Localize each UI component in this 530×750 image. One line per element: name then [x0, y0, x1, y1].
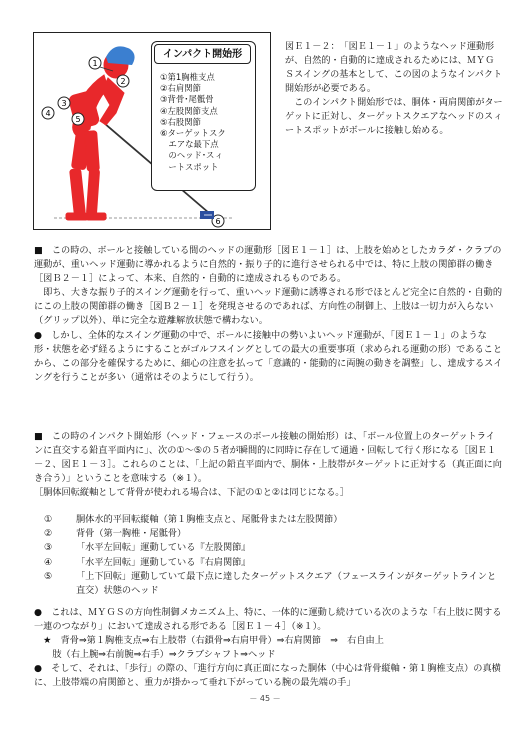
legend-item: ⑤右股関節 [160, 116, 202, 127]
marker-3 [58, 97, 70, 109]
figure-caption [285, 40, 503, 138]
svg-text:2: 2 [120, 77, 126, 86]
paragraph: ■ この時の、ボールと接触している間のヘッドの運動形［図Ｅ１－１］は、上肢を始めとしたカラダ・クラブの運動が、重いヘッド運動に導かれるように自然的・振り子的に進行させられる中では、特に上肢の関節群の働き［図Ｂ２－１］によって、本来、自然的・自動的に達成されるものである。 [34, 245, 502, 285]
section-2 [34, 430, 504, 500]
legend-item: ートスポット [160, 161, 219, 172]
legend-list [160, 72, 255, 173]
paragraph: 肢（右上腕⇒右前腕⇒右手）⇒クラブシャフト⇒ヘッド [34, 649, 276, 661]
list-item: ⑤ 「上下回転」運動していて最下点に達したターゲットスクエア（フェースラインがターゲットラインと直交）状態のヘッド [44, 570, 497, 597]
paragraph: ■ この時のインパクト開始形（ヘッド・フェースのボール接触の開始形）は、「ボール位置上のターゲットラインに直交する鉛直平面内に」、次の①～⑤の５者が瞬間的に同時に存在して通過・回転して行く形になる［図Ｅ１－２、図Ｅ１－３］。これらのことは、「上記の鉛直平面内で、胴体・上肢帯がターゲットに正対する（真正面に向き合う）」ということを意味する（※１）。 [34, 431, 502, 485]
paragraph: ★ 背骨⇒第１胸椎支点⇒右上肢帯（右鎖骨⇒右肩甲骨）⇒右肩関節 ⇒ 右自由上 [34, 635, 384, 647]
legend-item: エアな最下点 [160, 139, 219, 150]
list-item: ④ 「水平左回転」運動している『右肩関節』 [44, 556, 251, 568]
section-3 [34, 606, 504, 691]
svg-text:5: 5 [75, 115, 81, 124]
legend-item: ④左股関節支点 [160, 105, 218, 116]
legend-item: のヘッド･スィ [160, 150, 224, 161]
list-item: ① 胴体水的平回転縦軸（第１胸椎支点と、尾骶骨または左股関節） [44, 514, 343, 525]
marker-5 [72, 113, 84, 125]
paragraph: 即ち、大きな振り子的スイング運動を行って、重いヘッド運動に誘導される形でほとんど完全に自然的・自動的にこの上肢の関節群の働き［図Ｂ２－１］を発現させるのであれば、方向性の制御上、上肢は一切力が入らない（グリップ以外）、単に完全な遊離解放状態で構わない。 [34, 287, 503, 327]
marker-2 [117, 75, 129, 87]
figure-legend [151, 41, 256, 191]
svg-text:1: 1 [92, 59, 98, 68]
svg-text:3: 3 [61, 99, 67, 108]
list-item: ② 背骨（第一胸椎・尾骶骨） [44, 528, 187, 540]
impact-figure [33, 32, 271, 230]
list-item: ③ 「水平左回転」運動している『左股関節』 [44, 542, 251, 554]
marker-1 [89, 57, 101, 69]
figure-title: インパクト開始形 [154, 44, 251, 64]
helmet [106, 46, 135, 65]
legend-item: ②右肩関節 [160, 83, 202, 94]
paragraph: ● しかし、全体的なスイング運動の中で、ボールに接触中の勢いよいヘッド運動が、「図Ｅ１－１」のような形・状態を必ず経るようにすることがゴルフスイングとしての最大の重要事項（求められる運動の形）であることから、この部分を確保するために、細心の注意を払って「意識的・能動的に両腕の動きを調整」し、達成するスイングを行うことが多い（通常はそのようにして行う）。 [34, 329, 503, 383]
marker-4 [42, 107, 54, 119]
caption-paragraph: 図Ｅ１－２： 「図Ｅ１－１」のようなヘッド運動形が、自然的・自動的に達成されるためには、ＭＹＧＳスイングの基本として、この図のようなインパクト開始形が必要である。 [285, 42, 503, 94]
page-number: － 45 － [249, 694, 281, 703]
legend-item: ⑥ターゲットスク [160, 128, 226, 139]
legend-item: ①第1胸椎支点 [160, 72, 215, 82]
section-1 [34, 244, 504, 385]
legend-item: ③背骨･尾骶骨 [160, 94, 214, 105]
svg-text:4: 4 [45, 109, 51, 118]
paragraph: ● そして、それは、「歩行」の際の、「進行方向に真正面になった胴体（中心は背骨縦軸・第１胸椎支点）の真横に、上肢帯端の肩関節と、重力が掛かって垂れ下がっている腕の最先端の手」 [34, 663, 501, 689]
svg-text:6: 6 [215, 217, 221, 226]
caption-paragraph: このインパクト開始形では、胴体・両肩関節がターゲットに正対し、ターゲットスクエアなヘッドのスィートスポットがボールに接触し始める。 [285, 98, 503, 136]
paragraph: ［胴体回転縦軸として背骨が使われる場合は、下記の①と②は同じになる。］ [34, 487, 350, 499]
point-list [34, 513, 504, 598]
paragraph: ● これは、ＭＹＧＳの方向性制御メカニズム上、特に、一体的に運動し続けている次のような「右上肢に関する一連のつながり」において達成される形である［図Ｅ１－４］（※１）。 [34, 607, 502, 633]
